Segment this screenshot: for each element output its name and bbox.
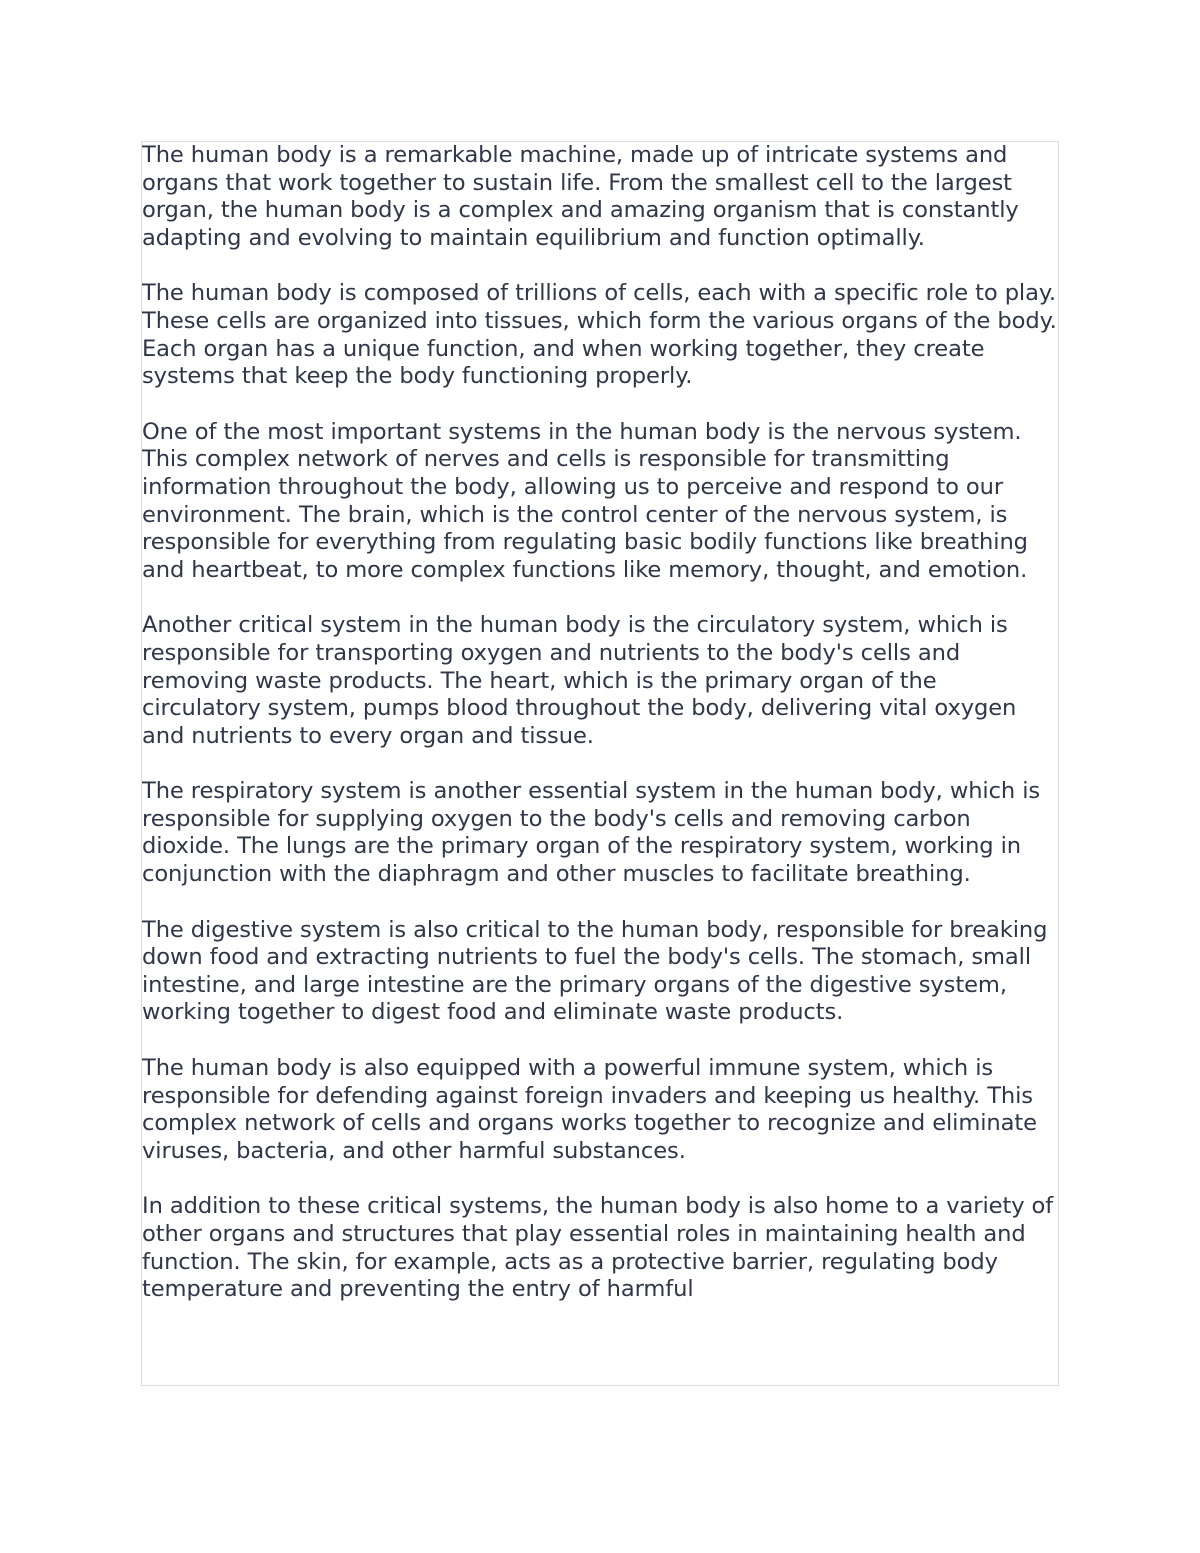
paragraph-respiratory-system: The respiratory system is another essential system in the human body, which is responsible for supplying oxygen to the body's cells and removing carbon dioxide. The lungs are the primary organ of the respiratory system, working in conjunction with the diaphragm and other muscles to facilitate breathing. — [142, 778, 1041, 888]
paragraph-nervous-system: One of the most important systems in the human body is the nervous system. This complex network of nerves and cells is responsible for transmitting information throughout the body, allowing us to perceive and respond to our environment. The brain, which is the control center of the nervous system, is responsible for everything from regulating basic bodily functions like breathing and heartbeat, to more complex functions like memory, thought, and emotion. — [142, 418, 1028, 583]
paragraph-cells: The human body is composed of trillions of cells, each with a specific role to play. These cells are organized into tissues, which form the various organs of the body. Each organ has a unique function, and when working together, they create systems that keep the body functioning properly. — [142, 280, 1057, 390]
paragraph-digestive-system: The digestive system is also critical to the human body, responsible for breaking down food and extracting nutrients to fuel the body's cells. The stomach, small intestine, and large intestine are the primary organs of the digestive system, working together to digest food and eliminate waste products. — [142, 916, 1048, 1026]
paragraph-intro: The human body is a remarkable machine, made up of intricate systems and organs that work together to sustain life. From the smallest cell to the largest organ, the human body is a complex and amazing organism that is constantly adapting and evolving to maintain equilibrium and function optimally. — [142, 142, 1019, 251]
paragraph-other-organs: In addition to these critical systems, the human body is also home to a variety of other organs and structures that play essential roles in maintaining health and function. The skin, for example, acts as a protective barrier, regulating body temperature and preventing the entry of harmful — [142, 1193, 1054, 1303]
paragraph-circulatory-system: Another critical system in the human body is the circulatory system, which is responsible for transporting oxygen and nutrients to the body's cells and removing waste products. The heart, which is the primary organ of the circulatory system, pumps blood throughout the body, delivering vital oxygen and nutrients to every organ and tissue. — [142, 612, 1017, 749]
paragraph-immune-system: The human body is also equipped with a powerful immune system, which is responsible for defending against foreign invaders and keeping us healthy. This complex network of cells and organs works together to recognize and eliminate viruses, bacteria, and other harmful substances. — [142, 1055, 1037, 1164]
text-frame — [141, 141, 1059, 1386]
document-body — [142, 142, 1058, 1304]
